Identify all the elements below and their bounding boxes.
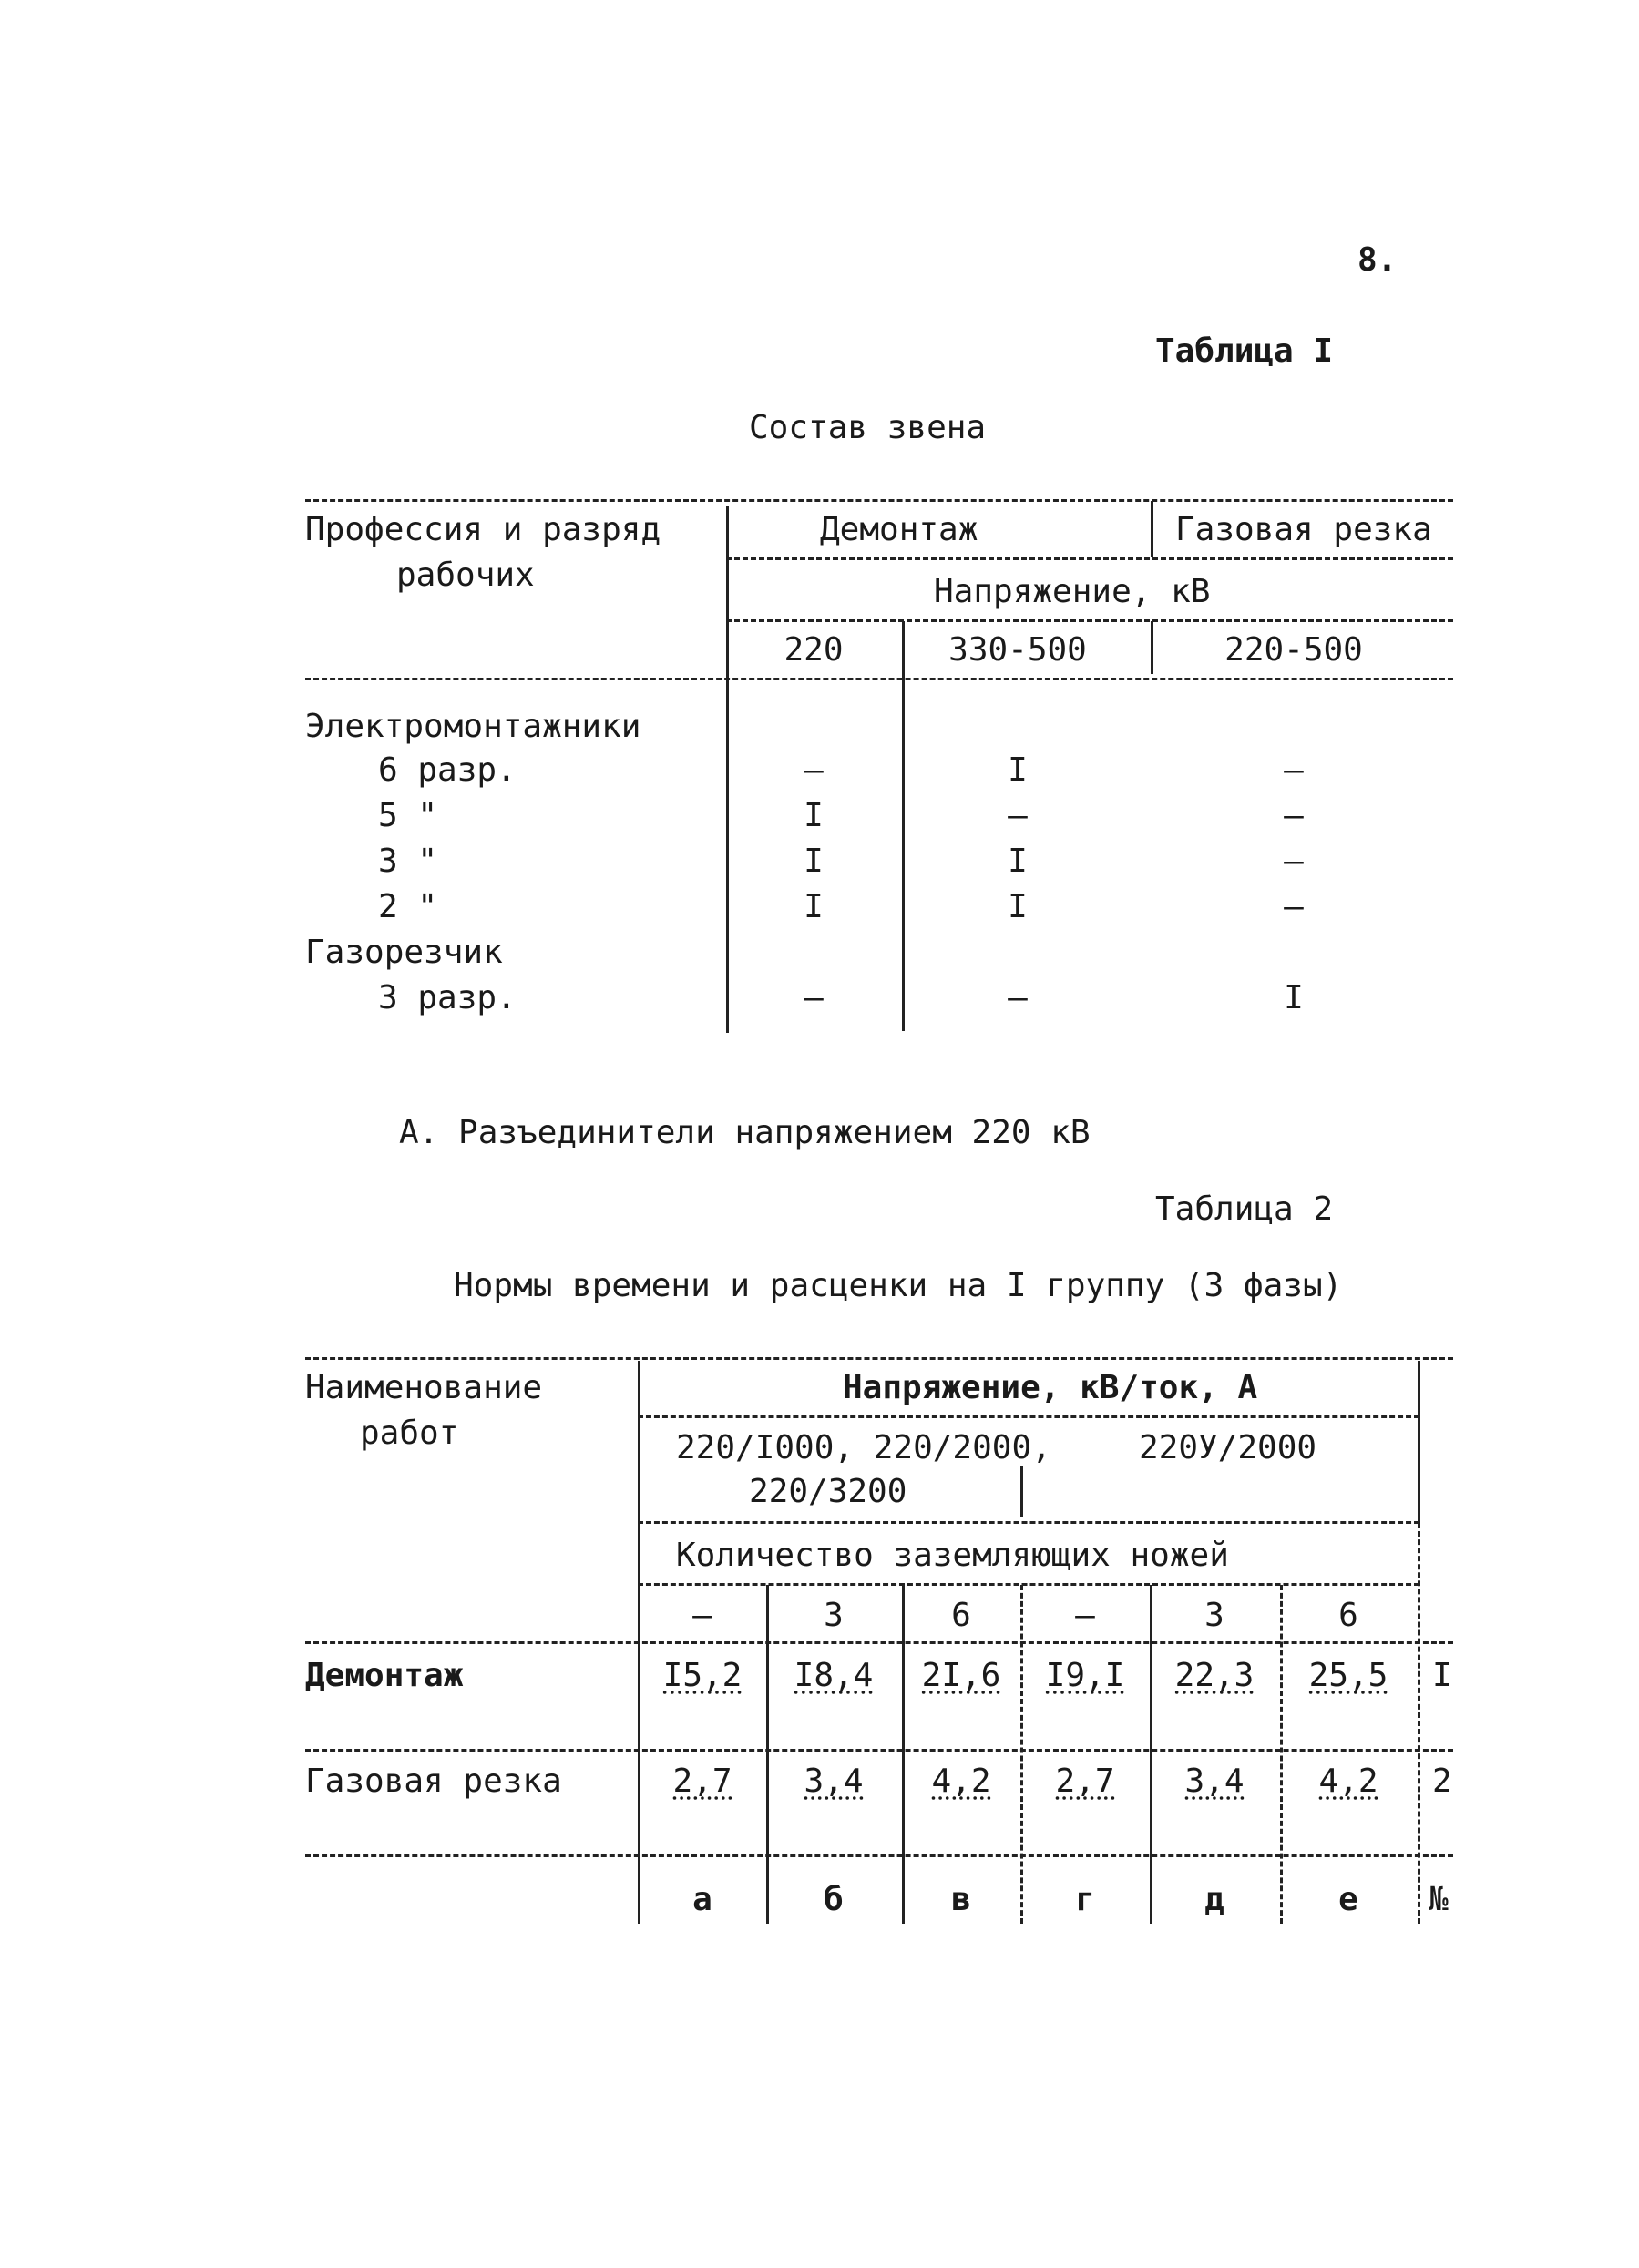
table1-vrule-1 [726,506,729,1033]
table1-cell: – [1284,797,1304,834]
table2-top-rule [305,1357,1453,1360]
table2-cell: I5,2 [662,1657,743,1694]
table1-header-330-500: 330-500 [948,631,1087,669]
table2-header-knives: Количество заземляющих ножей [676,1537,1229,1574]
table2-header-group1: 220/I000, 220/2000, [676,1429,1051,1466]
table2-row-label: Газовая резка [305,1762,562,1800]
table1-cell: I [1008,888,1028,925]
table2-header-group1-2: 220/3200 [749,1473,907,1510]
table2-vrule-num [1418,1523,1420,1924]
table1-cell: – [804,979,824,1017]
table1-vrule-2 [902,621,905,1031]
table2-column-letter: г [1075,1881,1095,1918]
table2-vrule-1 [766,1585,769,1924]
table2-cell: 25,5 [1308,1657,1388,1694]
table2-vrule-2 [902,1585,905,1924]
table1-row-label: Газорезчик [305,934,503,971]
table2-header-name: Наименование [305,1369,543,1406]
table1-header-profession-2: рабочих [396,557,535,594]
table2-header-name-2: работ [360,1415,459,1452]
table1-vrule-3 [1151,621,1153,674]
table2-vrule-3 [1020,1585,1023,1924]
table2-column-letter: д [1204,1881,1224,1918]
table1-title: Состав звена [749,409,987,446]
table1-row-label: 5 " [378,797,438,834]
table2-header-voltage-current: Напряжение, кВ/ток, А [843,1369,1258,1406]
table1-vrule-gas [1151,501,1153,557]
table1-header-gas-cutting: Газовая резка [1175,511,1432,548]
table2-row-number: 2 [1432,1762,1452,1800]
table1-caption: Таблица I [1155,332,1334,370]
table2-column-letter: а [692,1881,712,1918]
table2-vrule-group [1020,1466,1023,1517]
table1-rule-demontazh [726,557,1453,560]
table2-knife-count: – [692,1597,712,1634]
table2-vrule-5 [1280,1585,1283,1924]
table2-cell: 2,7 [1055,1762,1115,1800]
table2-cell: 22,3 [1174,1657,1255,1694]
table1-header-voltage: Напряжение, кВ [934,573,1211,610]
table2-num-header: № [1429,1881,1449,1918]
table2-cell: 4,2 [931,1762,991,1800]
table1-cell: – [804,751,824,789]
table1-row-label: Электромонтажники [305,708,641,745]
table2-cell: 2,7 [672,1762,732,1800]
table2-title: Нормы времени и расценки на I группу (3 фазы) [454,1267,1343,1304]
table1-cell: I [1008,843,1028,880]
table2-cell: I8,4 [794,1657,874,1694]
table1-row-label: 6 разр. [378,751,517,789]
table1-header-profession: Профессия и разряд [305,511,661,548]
table1-cell: – [1284,888,1304,925]
table2-row-number: I [1432,1657,1452,1694]
table2-rule-knives [638,1583,1419,1586]
table2-cell: I9,I [1045,1657,1125,1694]
table2-cell: 3,4 [1184,1762,1245,1800]
table1-cell: I [804,888,824,925]
table1-cell: I [804,797,824,834]
table2-cell: 2I,6 [921,1657,1001,1694]
table2-knife-count: – [1075,1597,1095,1634]
table2-cell: 4,2 [1318,1762,1378,1800]
table2-row-label: Демонтаж [305,1657,464,1694]
table2-vrule-0 [638,1361,640,1924]
table2-header-group2: 220У/2000 [1139,1429,1317,1466]
table1-header-220: 220 [784,631,844,669]
table2-knife-count: 6 [1338,1597,1358,1634]
table1-row-label: 3 разр. [378,979,517,1017]
table2-vrule-4 [1150,1585,1152,1924]
table1-cell: – [1008,979,1028,1017]
table1-cell: I [804,843,824,880]
table1-header-bottom-rule [305,678,1453,680]
table2-column-letter: е [1338,1881,1358,1918]
table1-row-label: 3 " [378,843,438,880]
table1-cell: – [1284,843,1304,880]
table1-cell: – [1008,797,1028,834]
section-heading: А. Разъединители напряжением 220 кВ [399,1114,1091,1151]
table2-knife-count: 6 [951,1597,971,1634]
table2-vrule-right [1418,1361,1420,1523]
page-number: 8. [1357,241,1398,279]
table2-column-letter: в [951,1881,971,1918]
table1-cell: I [1008,751,1028,789]
table2-knife-count: 3 [1204,1597,1224,1634]
table2-column-letter: б [824,1881,844,1918]
table2-rule-groups [638,1521,1419,1524]
table1-header-220-500: 220-500 [1224,631,1363,669]
table2-caption: Таблица 2 [1155,1190,1334,1228]
table1-cell: – [1284,751,1304,789]
table1-top-rule [305,499,1453,502]
table1-rule-voltage [726,619,1453,622]
table2-knife-count: 3 [824,1597,844,1634]
table1-header-demontazh: Демонтаж [820,511,978,548]
table1-row-label: 2 " [378,888,438,925]
table1-cell: I [1284,979,1304,1017]
table2-cell: 3,4 [804,1762,864,1800]
table2-rule-voltage [638,1415,1419,1418]
